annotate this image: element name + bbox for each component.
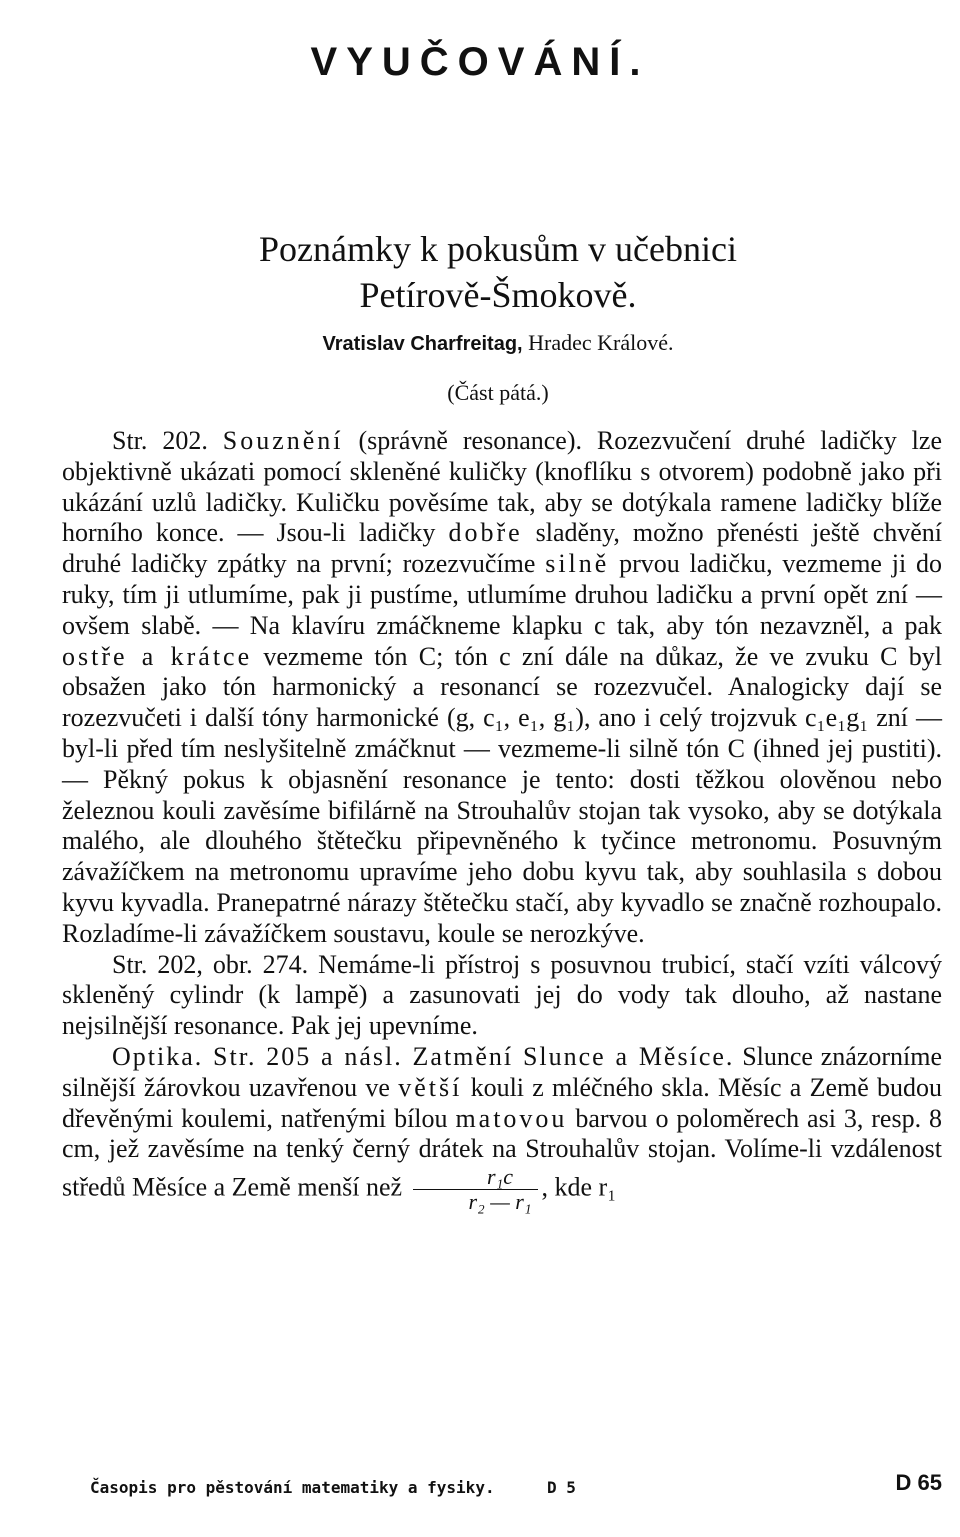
signature-mark: D 5 (547, 1478, 576, 1497)
spaced-text: větší (398, 1072, 463, 1102)
spaced-text: dobře (448, 518, 523, 548)
text-run: (správně resonance). Rozezvučení druhé ladičky lze objektivně ukázati pomocí skleněné kuličky (knoflíku s otvorem) podobně jako při ukázání uzlů ladičky. Kuličku pověsíme tak, aby se dotýkala ramene ladičky blíže horního konce. — Jsou-li ladičky (62, 426, 942, 548)
spaced-text: matovou (455, 1103, 568, 1133)
spaced-text: silně (545, 549, 610, 579)
spaced-text: ostře a krátce (62, 641, 253, 671)
formula-denominator: r₂ — r₁ (468, 1189, 532, 1215)
text-run: barvou o poloměrech asi 3, resp. 8 cm, jež zavěsíme na tenký černý drátek na Strouhalův stojan. Volíme-li vzdálenost středů Měsíce a Země menší než (62, 1103, 942, 1202)
paragraph-optics (62, 1042, 942, 1214)
article-title (0, 226, 960, 318)
part-label: (Část pátá.) (447, 380, 549, 405)
spaced-text: Souznění (222, 426, 344, 455)
text-run: prvou ladičku, vezmeme ji do ruky, tím ji utlumíme, pak ji pustíme, utlumíme druhou ladičku a první opět zní — ovšem slabě. — Na klavíru zmáčkneme klapku c tak, aby tón nezavzněl, a pak (62, 549, 942, 640)
formula-numerator: r₁c (413, 1165, 538, 1190)
fraction-formula (413, 1165, 538, 1214)
paragraph-tube: Str. 202, obr. 274. Nemáme-li přístroj s posuvnou trubicí, stačí vzíti válcový skleněný cylindr (k lampě) a zasunovati jej do vody tak dlouho, až nastane nejsilnější resonance. Pak jej upevníme. (62, 949, 942, 1041)
journal-name: Časopis pro pěstování matematiky a fysiky. (90, 1478, 495, 1497)
text-run: vezmeme tón C; tón c zní dále na důkaz, že ve zvuku C byl obsažen jako tón harmonický a resonancí se rozezvučel. Analogicky dají se rozezvučeti i další tóny harmonické (g, c₁, e₁, g₁), ano i celý trojzvuk c₁e₁g₁ zní — byl-li před tím neslyšitelně zmáčknut — vezmeme-li silně tón C (ihned jej pustiti). — Pěkný pokus k objasnění resonance je tento: dosti těžkou olověnou nebo železnou kouli zavěsíme bifilárně na Strouhalův stojan tak vysoko, aby se dotýkala malého, ale dlouhého štětečku připevněného k tyčince metronomu. Posuvným závažíčkem na metronomu upravíme jeho dobu kyvu tak, aby souhlasila s dobou kyvu kyvadla. Pranepatrné nárazy štětečku stačí, aby kyvadlo se značně rozhoupalo. Rozladíme-li závažíčkem soustavu, koule se nerozkýve. (62, 641, 942, 948)
article-title-line-2: Petírově-Šmokově. (359, 275, 637, 315)
text-run: Str. 202. (112, 426, 223, 455)
byline (0, 330, 960, 356)
spaced-heading: Optika. Str. 205 a násl. Zatmění Slunce a Měsíce. (112, 1041, 735, 1071)
text-run: sladěny, možno přenésti ještě chvění druhé ladičky zpátky na první; rozezvučíme (62, 518, 942, 579)
text-run: , kde r₁ (541, 1172, 617, 1202)
text-run: kouli z mléčného skla. Měsíc a Země budou dřevěnými koulemi, natřenými bílou (62, 1072, 942, 1133)
article-body (62, 426, 942, 1214)
author-name: Vratislav Charfreitag, (322, 333, 523, 355)
paragraph-resonance (62, 426, 942, 950)
article-title-line-1: Poznámky k pokusům v učebnici (259, 229, 737, 269)
section-title: VYUČOVÁNÍ. (310, 40, 650, 84)
text-run: Slunce znázorníme silnější žárovkou uzavřenou ve (62, 1041, 943, 1102)
page-number: D 65 (895, 1470, 942, 1495)
author-place: Hradec Králové. (528, 330, 674, 355)
